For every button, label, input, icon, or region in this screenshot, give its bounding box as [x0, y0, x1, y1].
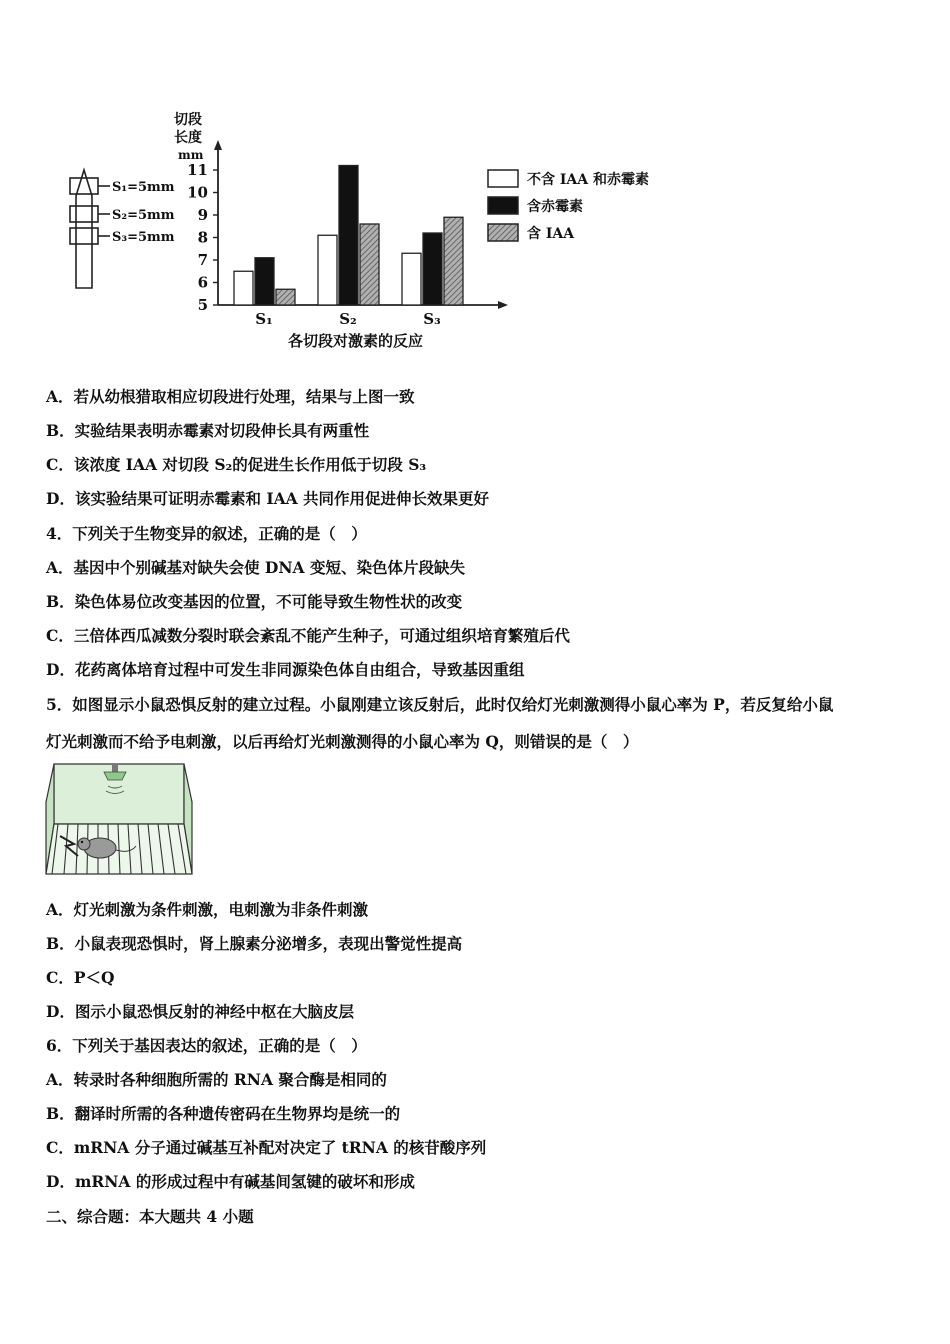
y-axis-title-1: 切段 [174, 112, 202, 128]
q4-option-c: C．三倍体西瓜减数分裂时联会紊乱不能产生种子，可通过组织培育繁殖后代 [46, 626, 570, 645]
chart-legend [488, 170, 649, 242]
stem-label-s2: S₂=5mm [112, 208, 175, 223]
q5-stem-line1: 5．如图显示小鼠恐惧反射的建立过程。小鼠刚建立该反射后，此时仅给灯光刺激测得小鼠心率为 P，若反复给小鼠 [46, 695, 834, 714]
q4-stem: 4．下列关于生物变异的叙述，正确的是（ ） [46, 524, 367, 543]
x-tick-label: S₁ [255, 310, 273, 328]
q5-option-d: D．图示小鼠恐惧反射的神经中枢在大脑皮层 [46, 1002, 354, 1021]
q4-option-d: D．花药离体培育过程中可发生非同源染色体自由组合，导致基因重组 [46, 660, 525, 679]
q3-option-a: A．若从幼根猎取相应切段进行处理，结果与上图一致 [46, 387, 415, 406]
bar-iaa-1 [276, 289, 295, 305]
y-tick-label: 6 [197, 273, 208, 292]
bar-gibberellin-1 [255, 258, 274, 305]
bar-gibberellin-3 [423, 233, 442, 305]
q6-option-b: B．翻译时所需的各种遗传密码在生物界均是统一的 [46, 1104, 401, 1123]
x-axis-arrow [498, 301, 508, 309]
q3-option-b: B．实验结果表明赤霉素对切段伸长具有两重性 [46, 421, 370, 440]
stem-label-s1: S₁=5mm [112, 180, 175, 195]
x-tick-label: S₃ [423, 310, 441, 328]
y-tick-label: 7 [197, 251, 208, 269]
bar-iaa-3 [444, 217, 463, 305]
q3-option-d: D．该实验结果可证明赤霉素和 IAA 共同作用促进伸长效果更好 [46, 489, 490, 508]
legend-swatch-gibberellin [488, 197, 518, 214]
legend-label-gibberellin: 含赤霉素 [527, 199, 583, 215]
q5-stem-line2: 灯光刺激而不给予电刺激，以后再给灯光刺激测得的小鼠心率为 Q，则错误的是（ ） [46, 732, 639, 751]
legend-swatch-iaa [488, 224, 518, 241]
legend-label-none: 不含 IAA 和赤霉素 [527, 172, 650, 188]
y-tick-label: 5 [197, 296, 208, 314]
section2-heading: 二、综合题：本大题共 4 小题 [46, 1207, 254, 1226]
q3-option-c: C．该浓度 IAA 对切段 S₂的促进生长作用低于切段 S₃ [46, 455, 427, 474]
q5-option-a: A．灯光刺激为条件刺激，电刺激为非条件刺激 [46, 900, 369, 919]
q6-option-d: D．mRNA 的形成过程中有碱基间氢键的破坏和形成 [46, 1172, 415, 1191]
y-axis-title-2: 长度 [174, 130, 202, 146]
x-tick-label: S₂ [339, 310, 357, 328]
q5-option-c: C．P＜Q [46, 968, 115, 987]
legend-swatch-none [488, 170, 518, 187]
stem-diagram [70, 170, 110, 288]
q6-stem: 6．下列关于基因表达的叙述，正确的是（ ） [46, 1036, 367, 1055]
q4-option-a: A．基因中个别碱基对缺失会使 DNA 变短、染色体片段缺失 [46, 558, 465, 577]
mouse-conditioning-illustration [44, 762, 194, 878]
q6-option-a: A．转录时各种细胞所需的 RNA 聚合酶是相同的 [46, 1070, 387, 1089]
q4-option-b: B．染色体易位改变基因的位置，不可能导致生物性状的改变 [46, 592, 463, 611]
q5-option-b: B．小鼠表现恐惧时，肾上腺素分泌增多，表现出警觉性提高 [46, 934, 463, 953]
chart-caption: 各切段对激素的反应 [288, 332, 424, 350]
stem-label-s3: S₃=5mm [112, 230, 175, 245]
bar-iaa-2 [360, 224, 379, 305]
y-tick-label: 11 [187, 161, 208, 179]
q6-option-c: C．mRNA 分子通过碱基互补配对决定了 tRNA 的核苷酸序列 [46, 1138, 487, 1157]
legend-label-iaa: 含 IAA [527, 226, 575, 242]
bar-gibberellin-2 [339, 166, 358, 306]
y-tick-label: 10 [187, 183, 208, 202]
bar-none-3 [402, 253, 421, 305]
bar-none-1 [234, 271, 253, 305]
y-axis-title-3: mm [178, 148, 204, 162]
y-axis-arrow [214, 140, 222, 150]
y-tick-label: 9 [197, 206, 208, 224]
y-tick-label: 8 [197, 228, 208, 247]
bar-none-2 [318, 235, 337, 305]
hormone-figure [0, 0, 950, 360]
